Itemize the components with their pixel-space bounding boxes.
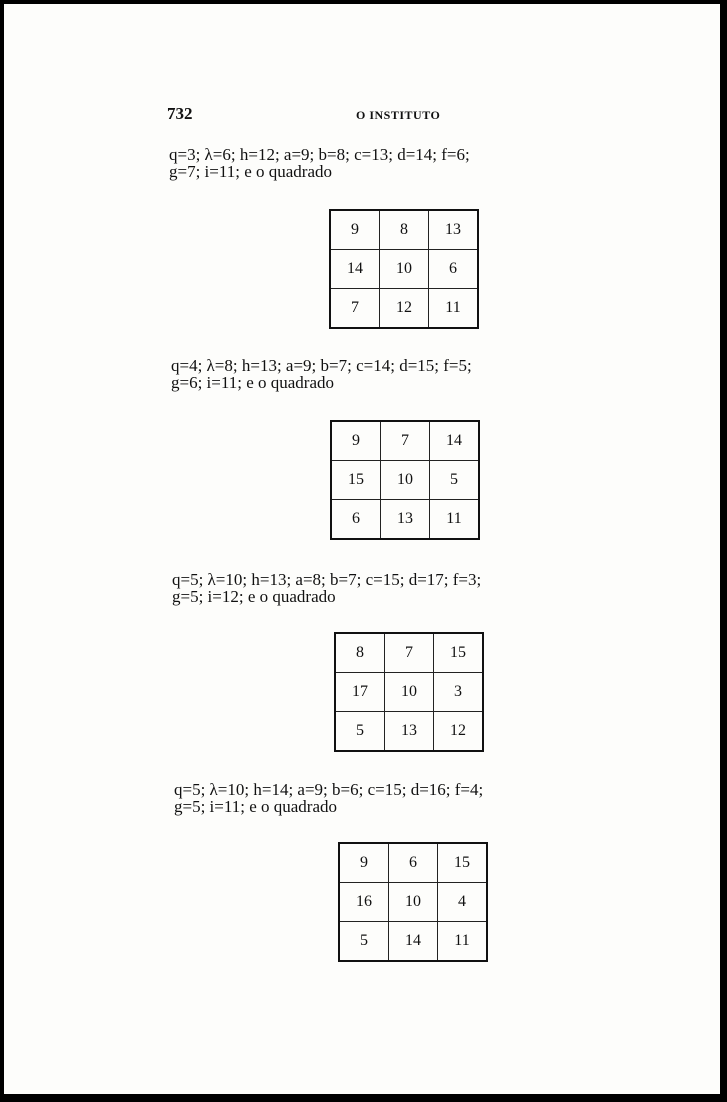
square-cell: 15 (331, 461, 381, 500)
square-cell: 12 (380, 289, 429, 329)
formula-line-2: g=7; i=11; e o quadrado (169, 162, 333, 181)
square-cell: 8 (380, 210, 429, 250)
square-cell: 9 (339, 843, 389, 883)
magic-square (329, 209, 479, 329)
formula-text (171, 357, 472, 391)
square-cell: 13 (385, 712, 434, 752)
square-cell: 5 (339, 922, 389, 962)
square-cell: 15 (434, 633, 484, 673)
square-cell: 5 (335, 712, 385, 752)
formula-line-1: q=4; λ=8; h=13; a=9; b=7; c=14; d=15; f=5; (171, 356, 472, 375)
square-cell: 6 (331, 500, 381, 540)
formula-line-1: q=5; λ=10; h=14; a=9; b=6; c=15; d=16; f=4; (174, 780, 484, 799)
square-cell: 16 (339, 883, 389, 922)
square-cell: 9 (331, 421, 381, 461)
square-cell: 7 (381, 421, 430, 461)
square-cell: 7 (385, 633, 434, 673)
square-cell: 10 (385, 673, 434, 712)
square-cell: 4 (438, 883, 488, 922)
square-cell: 10 (389, 883, 438, 922)
formula-line-1: q=5; λ=10; h=13; a=8; b=7; c=15; d=17; f=3; (172, 570, 482, 589)
square-cell: 3 (434, 673, 484, 712)
square-cell: 9 (330, 210, 380, 250)
square-cell: 12 (434, 712, 484, 752)
square-cell: 14 (430, 421, 480, 461)
square-cell: 11 (429, 289, 479, 329)
square-cell: 14 (389, 922, 438, 962)
magic-square (330, 420, 480, 540)
square-cell: 13 (381, 500, 430, 540)
square-cell: 11 (438, 922, 488, 962)
square-cell: 15 (438, 843, 488, 883)
formula-line-2: g=5; i=11; e o quadrado (174, 797, 338, 816)
square-cell: 6 (389, 843, 438, 883)
formula-line-2: g=5; i=12; e o quadrado (172, 587, 336, 606)
square-cell: 7 (330, 289, 380, 329)
square-cell: 10 (381, 461, 430, 500)
book-page (4, 4, 720, 1094)
square-cell: 14 (330, 250, 380, 289)
square-cell: 13 (429, 210, 479, 250)
formula-text (169, 146, 470, 180)
square-cell: 11 (430, 500, 480, 540)
square-cell: 17 (335, 673, 385, 712)
magic-square (334, 632, 484, 752)
square-cell: 8 (335, 633, 385, 673)
square-cell: 10 (380, 250, 429, 289)
square-cell: 6 (429, 250, 479, 289)
magic-square (338, 842, 488, 962)
formula-text (172, 571, 481, 605)
formula-line-1: q=3; λ=6; h=12; a=9; b=8; c=13; d=14; f=6; (169, 145, 470, 164)
square-cell: 5 (430, 461, 480, 500)
formula-text (174, 781, 483, 815)
formula-line-2: g=6; i=11; e o quadrado (171, 373, 335, 392)
page-number: 732 (167, 104, 193, 123)
running-title: O INSTITUTO (356, 108, 441, 122)
